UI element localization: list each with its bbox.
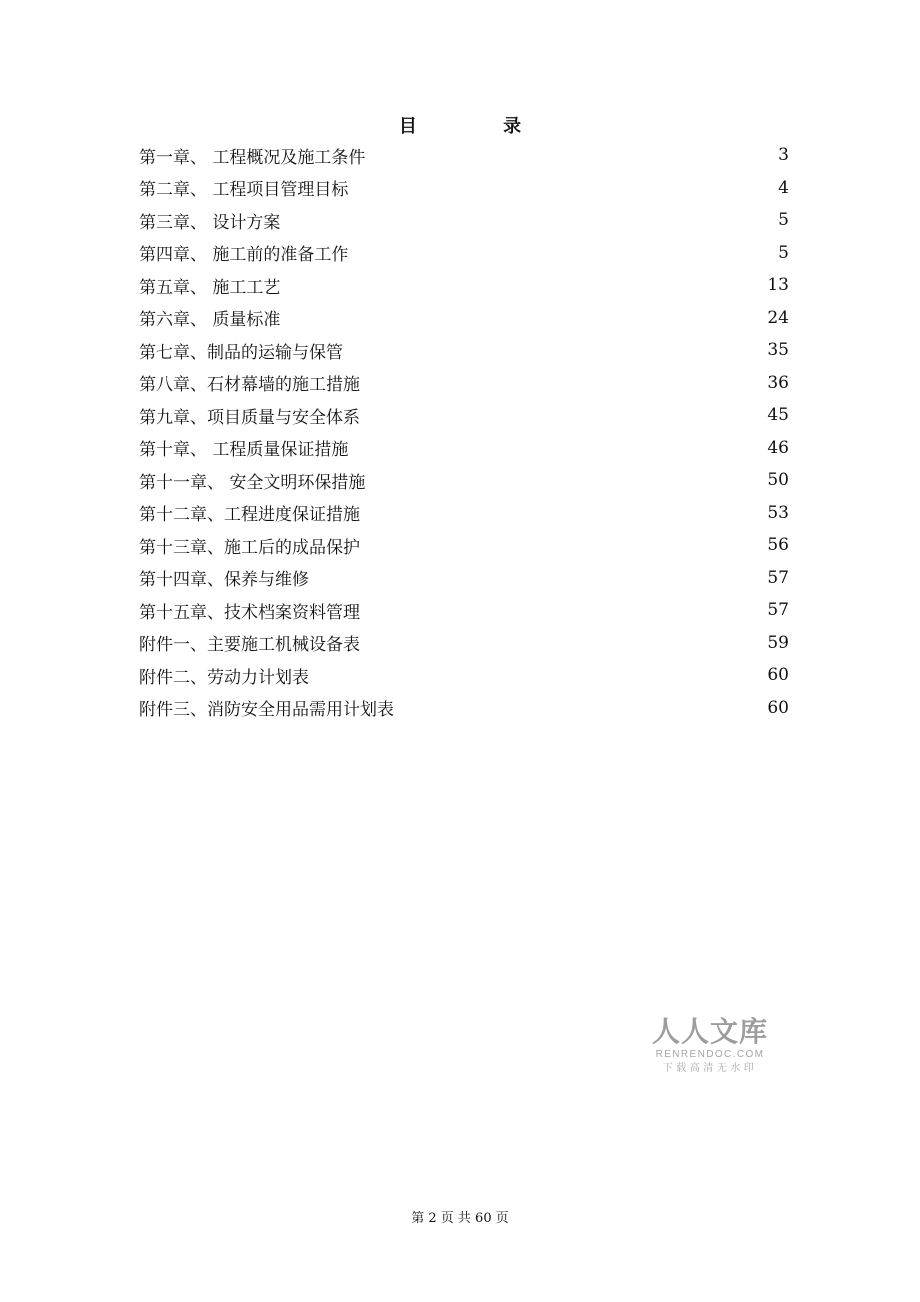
toc-entry-label: 附件三、消防安全用品需用计划表 xyxy=(139,700,394,721)
toc-entry-label: 第十章、 工程质量保证措施 xyxy=(139,440,349,461)
toc-entry[interactable] xyxy=(139,432,789,465)
watermark-url: RENRENDOC.COM xyxy=(655,1049,765,1060)
toc-entry-page: 13 xyxy=(767,275,789,296)
toc-entry-label: 第十一章、 安全文明环保措施 xyxy=(139,472,366,493)
toc-entry-label: 第二章、 工程项目管理目标 xyxy=(139,180,349,201)
toc-entry-label: 第九章、项目质量与安全体系 xyxy=(139,407,360,428)
toc-entry-label: 第六章、 质量标准 xyxy=(139,310,281,331)
toc-entry-page: 24 xyxy=(767,307,789,328)
toc-entry[interactable] xyxy=(139,529,789,562)
toc-entry[interactable] xyxy=(139,627,789,660)
toc-entry-page: 50 xyxy=(767,470,789,491)
toc-entry-label: 附件二、劳动力计划表 xyxy=(139,667,309,688)
toc-entry[interactable] xyxy=(139,562,789,595)
toc-entry[interactable] xyxy=(139,172,789,205)
toc-entry-page: 56 xyxy=(767,535,789,556)
page-title: 目 录 xyxy=(398,116,562,137)
toc-entry-page: 3 xyxy=(778,145,789,166)
toc-entry-page: 57 xyxy=(767,600,789,621)
toc-entry-label: 第八章、石材幕墙的施工措施 xyxy=(139,375,360,396)
toc-entry-label: 第十三章、施工后的成品保护 xyxy=(139,537,360,558)
toc-entry-page: 36 xyxy=(767,372,789,393)
toc-entry-label: 第十四章、保养与维修 xyxy=(139,570,309,591)
toc-entry-page: 53 xyxy=(767,502,789,523)
watermark-logo xyxy=(648,1016,772,1076)
page-footer: 第 2 页 共 60 页 xyxy=(411,1211,509,1226)
toc-entry-label: 第三章、 设计方案 xyxy=(139,212,281,233)
toc-entry[interactable] xyxy=(139,464,789,497)
toc-entry-page: 5 xyxy=(778,210,789,231)
toc-entry-label: 第十二章、工程进度保证措施 xyxy=(139,505,360,526)
toc-entry-page: 45 xyxy=(767,405,789,426)
toc-entry-page: 5 xyxy=(778,242,789,263)
watermark-tagline: 下载高清无水印 xyxy=(662,1063,758,1074)
toc-entry-label: 第七章、制品的运输与保管 xyxy=(139,342,343,363)
toc-entry[interactable] xyxy=(139,367,789,400)
table-of-contents xyxy=(139,139,789,724)
toc-entry[interactable] xyxy=(139,399,789,432)
toc-entry[interactable] xyxy=(139,302,789,335)
toc-entry[interactable] xyxy=(139,204,789,237)
watermark-brand: 人人文库 xyxy=(651,1015,768,1048)
toc-entry-page: 59 xyxy=(767,632,789,653)
toc-entry-page: 57 xyxy=(767,567,789,588)
toc-entry-label: 第一章、 工程概况及施工条件 xyxy=(139,147,366,168)
toc-entry-page: 4 xyxy=(778,177,789,198)
toc-entry[interactable] xyxy=(139,269,789,302)
toc-entry[interactable] xyxy=(139,139,789,172)
toc-entry-page: 60 xyxy=(767,697,789,718)
toc-entry[interactable] xyxy=(139,334,789,367)
toc-entry-label: 第四章、 施工前的准备工作 xyxy=(139,245,349,266)
toc-entry-page: 60 xyxy=(767,665,789,686)
toc-entry-label: 附件一、主要施工机械设备表 xyxy=(139,635,360,656)
toc-entry-label: 第十五章、技术档案资料管理 xyxy=(139,602,360,623)
toc-entry[interactable] xyxy=(139,237,789,270)
toc-entry[interactable] xyxy=(139,659,789,692)
toc-entry[interactable] xyxy=(139,594,789,627)
toc-entry[interactable] xyxy=(139,692,789,725)
toc-entry-page: 46 xyxy=(767,437,789,458)
toc-entry-label: 第五章、 施工工艺 xyxy=(139,277,281,298)
toc-entry-page: 35 xyxy=(767,340,789,361)
toc-entry[interactable] xyxy=(139,497,789,530)
